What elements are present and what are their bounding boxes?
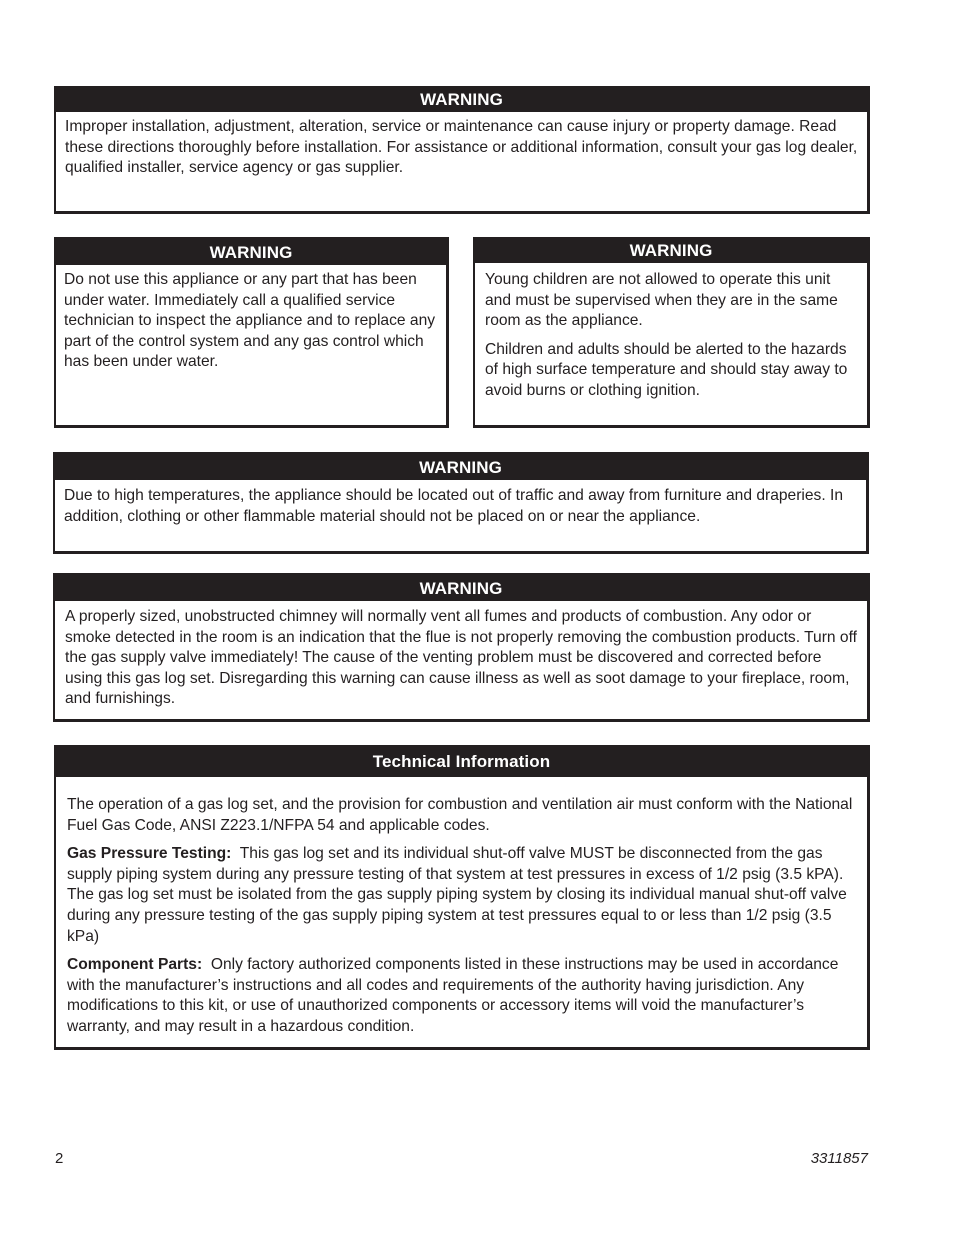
warning-header: WARNING [55,575,867,601]
technical-information-box [54,745,870,1050]
page-number: 2 [55,1150,64,1167]
warning-body [55,601,867,710]
tech-text: This gas log set and its individual shut-off valve MUST be disconnected from the gas supply piping system during any pressure testing of that system at test pressures in excess of 1/2 psig (3.5 kPA). The gas log set must be isolated from the gas supply piping system by closing its individual manual shut-off valve during any pressure testing of the gas supply piping system at test pressures equal to or less than 1/2 psig (3.5 kPa) [67,845,847,945]
warning-box-children [473,237,870,428]
warning-text: Children and adults should be alerted to the hazards of high surface temperature and should stay away to avoid burns or clothing ignition. [485,340,848,399]
technical-information-body [56,777,867,1038]
warning-box-water [54,237,449,428]
tech-gas-pressure-testing [67,844,855,947]
warning-body [55,480,866,527]
warning-body [475,263,867,402]
warning-box-installation [54,86,870,214]
warning-header: WARNING [475,239,867,263]
warning-box-chimney [53,573,870,722]
warning-body [56,265,446,373]
tech-label: Component Parts: [67,956,203,974]
warning-header: WARNING [56,88,867,112]
warning-text: Improper installation, adjustment, alteration, service or maintenance can cause injury or property damage. Read these directions thoroughly before installation. For assistance or additional information, consult your gas log dealer, qualified installer, service agency or gas supplier. [65,118,858,177]
warning-header: WARNING [56,239,446,265]
warning-body [56,112,867,179]
warning-header: WARNING [55,454,866,480]
tech-component-parts [67,955,855,1037]
warning-text: A properly sized, unobstructed chimney will normally vent all fumes and products of combustion. Any odor or smoke detected in the room is an indication that the flue is not properly removing the combustion products. Turn off the gas supply valve immediately! The cause of the venting problem must be discovered and corrected before using this gas log set. Disregarding this warning can cause illness as well as soot damage to your fireplace, room, and furnishings. [65,608,857,708]
warning-text: Due to high temperatures, the appliance should be located out of traffic and away from furniture and draperies. In addition, clothing or other flammable material should not be placed on or near the appliance. [64,487,844,525]
warning-text: Do not use this appliance or any part that has been under water. Immediately call a qualified service technician to inspect the appliance and to replace any part of the control system and any gas control which has been under water. [64,271,436,371]
tech-label: Gas Pressure Testing: [67,845,232,863]
technical-information-header: Technical Information [56,747,867,777]
document-number: 3311857 [810,1150,868,1167]
tech-text: Only factory authorized components listed in these instructions may be used in accordance with the manufacturer’s instructions and all codes and requirements of the authority having jurisdiction. Any modifications to this kit, or use of unauthorized components or accessory items will void the manufacturer’s warranty, and may result in a hazardous condition. [67,956,839,1035]
warning-text: Young children are not allowed to operate this unit and must be supervised when they are in the same room as the appliance. [485,271,838,330]
tech-intro: The operation of a gas log set, and the provision for combustion and ventilation air must conform with the National Fuel Gas Code, ANSI Z223.1/NFPA 54 and applicable codes. [67,796,853,834]
warning-box-location [53,452,869,554]
